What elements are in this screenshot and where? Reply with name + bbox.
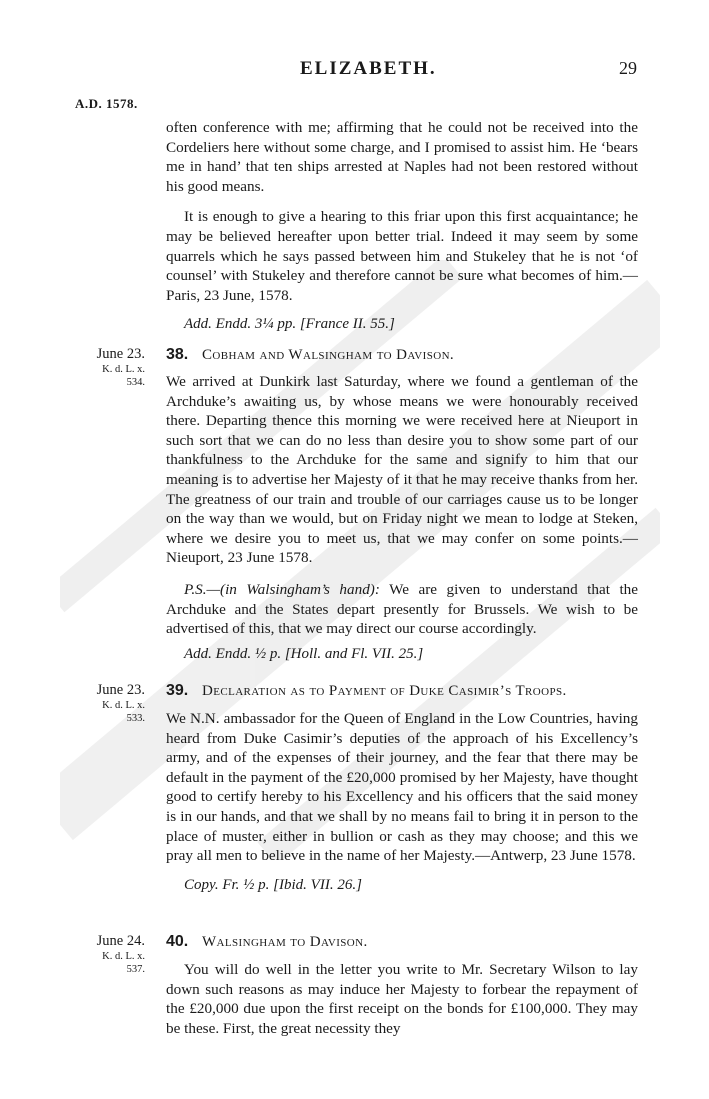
page-number: 29	[619, 58, 637, 78]
margin-reference: K. d. L. x.	[102, 364, 145, 375]
margin-note	[75, 682, 145, 725]
entry-paragraph: We N.N. ambassador for the Queen of England in the Low Countries, having heard from Duke Casimir’s deputies of the approach of his Excellency’s army, and of the expenses of their journey, and the fear that there may be default in the payment of the £20,000 promised by her Majesty, have thought good to certify hereby to his Excellency and his officers that the said money is in our hands, and that we shall by no means fail to bring it in person to the place of muster, either in bullion or cash as they may choose; and this we pray all men to believe in the name of her Majesty.—Antwerp, 23 June 1578.	[166, 710, 638, 865]
postscript-text: We are given to understand that the Archduke and the States depart presently for Brussels. We wish to be advertised of this, that we may direct our course accordingly.	[166, 580, 638, 638]
entry-paragraph: You will do well in the letter you write to Mr. Secretary Wilson to lay down such reasons as may induce her Majesty to forbear the repayment of the £20,000 due upon the first receipt on the bonds for £100,000. They may be these. First, the great necessity they	[166, 961, 638, 1037]
margin-date: June 24.	[96, 933, 145, 949]
margin-date: June 23.	[96, 682, 145, 698]
running-head	[0, 58, 709, 82]
endorsement: Copy. Fr. ½ p. [Ibid. VII. 26.]	[184, 876, 362, 893]
postscript	[166, 580, 638, 639]
year-marker: A.D. 1578.	[75, 96, 138, 111]
margin-note	[75, 346, 145, 389]
entry-body	[166, 709, 638, 895]
postscript-label: P.S.—(in Walsingham’s hand):	[184, 580, 380, 598]
entry-body	[166, 960, 638, 1038]
margin-note	[75, 933, 145, 976]
margin-date: June 23.	[96, 346, 145, 362]
endorsement: Add. Endd. 3¼ pp. [France II. 55.]	[184, 316, 395, 333]
entry-number: 38.	[166, 346, 189, 363]
entry-title: Cobham and Walsingham to Davison.	[202, 347, 455, 363]
entry-heading	[166, 346, 454, 364]
margin-page: 534.	[126, 377, 145, 388]
margin-reference: K. d. L. x.	[102, 700, 145, 711]
entry-number: 39.	[166, 682, 189, 699]
entry-title: Declaration as to Payment of Duke Casimir’s Troops.	[202, 683, 567, 699]
entry-heading	[166, 682, 567, 700]
continuation-paragraph: often conference with me; affirming that he could not be received into the Cordeliers here without some charge, and I promised to assist him. He ‘bears me in hand’ that ten ships arrested at Naples had not been restored without his good means.	[166, 119, 638, 195]
entry-title: Walsingham to Davison.	[202, 934, 368, 950]
continuation-paragraph: It is enough to give a hearing to this friar upon this first acquaintance; he may be believed hereafter upon better trial. Indeed it may seem by some quarrels which he says passed between him and Stukeley that he is not ‘of counsel’ with Stukeley and therefore cannot be sure what becomes of him.—Paris, 23 June, 1578.	[166, 208, 638, 304]
margin-reference: K. d. L. x.	[102, 951, 145, 962]
entry-paragraph: We arrived at Dunkirk last Saturday, where we found a gentleman of the Archduke’s awaiting us, by whose means we were honourably received there. Departing thence this morning we were received here at Nieuport in such sort that we can do no less than desire you to show some part of our thankfulness to the Archduke for the same and signify to him that our meaning is to advertise her Majesty of it that he may receive thanks from her. The greatness of our train and trouble of our carriages cause us to be longer on the way than we would, but on Friday night we mean to lodge at Steken, where we desire you to meet us, that we may confer on some points.—Nieuport, 23 June 1578.	[166, 373, 638, 567]
running-title: ELIZABETH.	[300, 58, 437, 79]
entry-number: 40.	[166, 933, 189, 950]
entry-heading	[166, 933, 368, 951]
endorsement: Add. Endd. ½ p. [Holl. and Fl. VII. 25.]	[184, 645, 424, 662]
margin-page: 533.	[126, 713, 145, 724]
entry-body	[166, 372, 638, 664]
continuation-text	[166, 118, 638, 335]
margin-page: 537.	[126, 964, 145, 975]
